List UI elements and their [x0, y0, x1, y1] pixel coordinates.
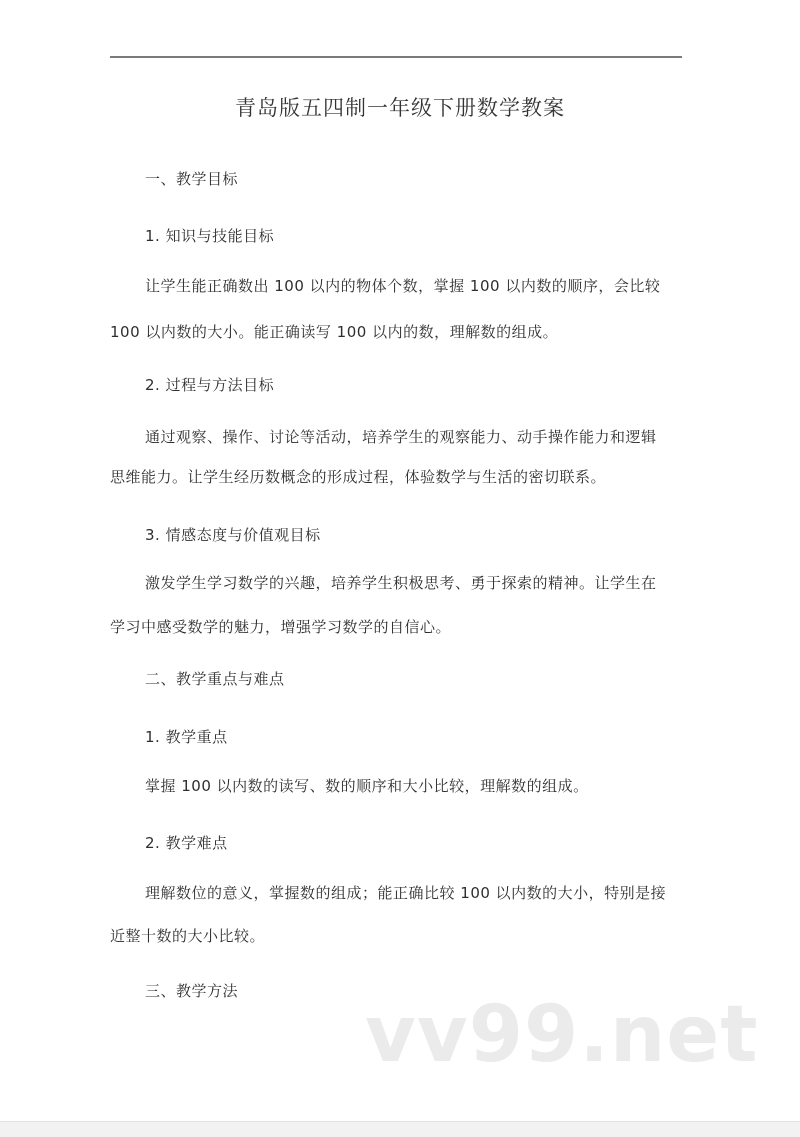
subheading-teaching-focus: 1. 教学重点: [145, 728, 228, 746]
paragraph-line: 近整十数的大小比较。: [110, 927, 266, 945]
subheading-attitudes-values: 3. 情感态度与价值观目标: [145, 526, 321, 544]
paragraph-line: 思维能力。让学生经历数概念的形成过程，体验数学与生活的密切联系。: [110, 468, 607, 486]
section-heading-objectives: 一、教学目标: [145, 170, 239, 188]
paragraph-line: 理解数位的意义，掌握数的组成；能正确比较 100 以内数的大小，特别是接: [145, 884, 667, 902]
document-title: 青岛版五四制一年级下册数学教案: [235, 96, 565, 120]
subheading-knowledge-skills: 1. 知识与技能目标: [145, 227, 275, 245]
site-watermark: vv99.net: [365, 990, 759, 1080]
paragraph-line: 学习中感受数学的魅力，增强学习数学的自信心。: [110, 618, 452, 636]
paragraph-line: 通过观察、操作、讨论等活动，培养学生的观察能力、动手操作能力和逻辑: [145, 428, 657, 446]
subheading-teaching-difficulty: 2. 教学难点: [145, 834, 228, 852]
paragraph-line: 让学生能正确数出 100 以内的物体个数，掌握 100 以内数的顺序，会比较: [145, 277, 661, 295]
paragraph-line: 激发学生学习数学的兴趣，培养学生积极思考、勇于探索的精神。让学生在: [145, 574, 657, 592]
page-bottom-edge: [0, 1121, 800, 1137]
section-heading-key-points: 二、教学重点与难点: [145, 670, 285, 688]
paragraph-line: 100 以内数的大小。能正确读写 100 以内的数，理解数的组成。: [110, 323, 559, 341]
paragraph-line: 掌握 100 以内数的读写、数的顺序和大小比较，理解数的组成。: [145, 777, 589, 795]
header-rule: [110, 56, 682, 58]
subheading-process-methods: 2. 过程与方法目标: [145, 376, 275, 394]
section-heading-teaching-methods: 三、教学方法: [145, 982, 239, 1000]
